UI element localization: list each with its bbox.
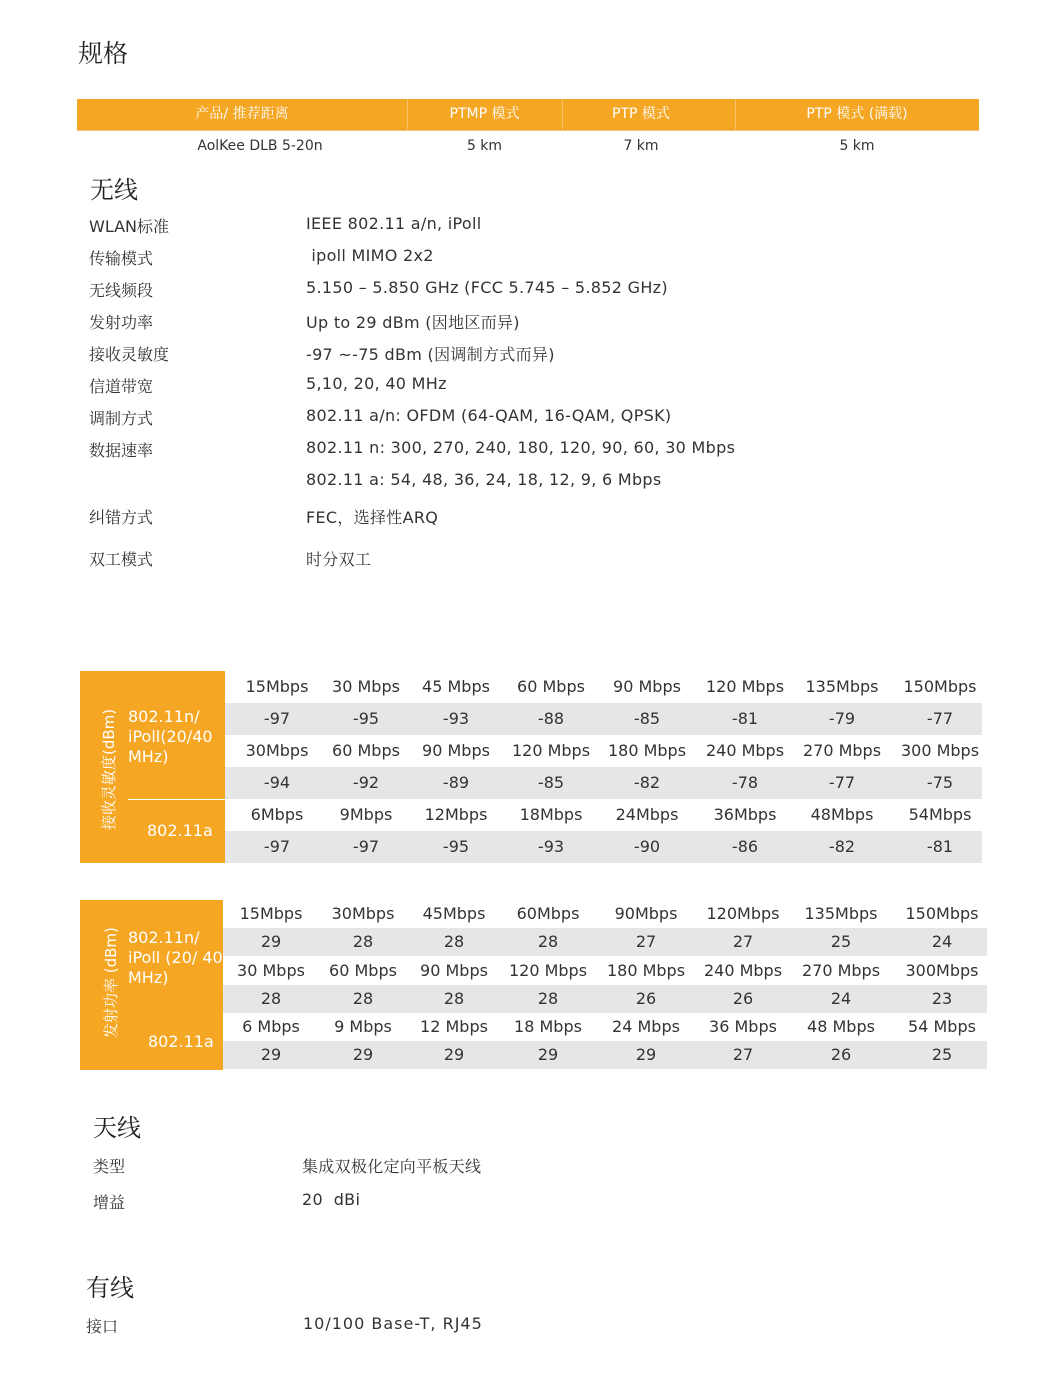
table-cell: 30 Mbps [237, 961, 305, 980]
ptp-distance: 7 km [623, 138, 659, 154]
table-cell: 27 [732, 932, 754, 951]
table-cell: -97 [352, 837, 380, 856]
table-cell: 300 Mbps [900, 741, 980, 760]
table-cell: 300Mbps [905, 961, 979, 980]
wireless-spec-value: IEEE 802.11 a/n, iPoll [306, 214, 482, 233]
table-cell: -78 [731, 773, 759, 792]
value-row [223, 928, 987, 956]
table-cell: 60 Mbps [517, 677, 585, 696]
table-cell: 270 Mbps [801, 961, 881, 980]
table-cell: -79 [828, 709, 856, 728]
table-cell: 28 [537, 989, 559, 1008]
table-cell: 48 Mbps [807, 1017, 875, 1036]
wireless-spec-label: 信道带宽 [89, 377, 154, 396]
header-ptmp: PTMP 模式 [449, 106, 520, 122]
table-cell: 28 [443, 932, 465, 951]
header-ptp-full: PTP 模式 (满载) [806, 106, 908, 122]
table-cell: 26 [635, 989, 657, 1008]
table-cell: -89 [442, 773, 470, 792]
table-cell: 6Mbps [250, 805, 304, 824]
table-cell: 6 Mbps [242, 1017, 300, 1036]
table-cell: 90 Mbps [613, 677, 681, 696]
rate-row [225, 799, 982, 831]
table-cell: 26 [732, 989, 754, 1008]
interface-label: 接口 [86, 1317, 119, 1336]
table-cell: 270 Mbps [802, 741, 882, 760]
table-cell: 23 [931, 989, 953, 1008]
table-cell: -93 [442, 709, 470, 728]
wireless-spec-label: 无线频段 [89, 281, 154, 300]
table-cell: 30Mbps [331, 904, 395, 923]
wireless-spec-value: Up to 29 dBm (因地区而异) [306, 313, 520, 332]
table-cell: 120 Mbps [705, 677, 785, 696]
table-cell: -93 [537, 837, 565, 856]
table-cell: 150Mbps [903, 677, 977, 696]
tx-power-table [80, 900, 987, 1070]
wireless-spec-value: FEC，选择性ARQ [306, 508, 439, 527]
table-cell: 28 [537, 932, 559, 951]
tx-power-table-title: 发射功率 (dBm) [102, 927, 120, 1038]
wireless-spec-value: ipoll MIMO 2x2 [306, 246, 434, 265]
table-cell: 240 Mbps [703, 961, 783, 980]
table-cell: 24Mbps [615, 805, 679, 824]
wireless-spec-label: 纠错方式 [89, 508, 154, 527]
product-table-row [77, 131, 979, 162]
value-row [225, 703, 982, 735]
table-cell: -81 [926, 837, 954, 856]
table-cell: 27 [732, 1045, 754, 1064]
wireless-spec-label: 数据速率 [89, 441, 154, 460]
table-cell: 54Mbps [908, 805, 972, 824]
table-cell: 120 Mbps [511, 741, 591, 760]
wireless-spec-value: 802.11 a/n: OFDM (64-QAM, 16-QAM, QPSK) [306, 406, 672, 425]
table-cell: 240 Mbps [705, 741, 785, 760]
wireless-spec-value: 802.11 a: 54, 48, 36, 24, 18, 12, 9, 6 Mbps [306, 470, 662, 489]
table-cell: -85 [537, 773, 565, 792]
table-cell: 28 [352, 932, 374, 951]
table-cell: 60 Mbps [329, 961, 397, 980]
table-cell: 180 Mbps [607, 741, 687, 760]
antenna-type-label: 类型 [93, 1157, 126, 1176]
table-cell: 12 Mbps [420, 1017, 488, 1036]
tx-power-group-n: 802.11n/ iPoll (20/ 40 MHz) [128, 928, 223, 987]
wireless-spec-label: 接收灵敏度 [89, 345, 170, 364]
table-cell: 28 [443, 989, 465, 1008]
header-product: 产品/ 推荐距离 [195, 106, 289, 122]
sensitivity-group-n: 802.11n/ iPoll(20/40 MHz) [128, 707, 213, 766]
table-cell: 60 Mbps [332, 741, 400, 760]
table-cell: 25 [830, 932, 852, 951]
wireless-spec-label: 调制方式 [89, 409, 154, 428]
table-cell: -82 [633, 773, 661, 792]
table-cell: -82 [828, 837, 856, 856]
table-cell: -86 [731, 837, 759, 856]
rate-row [223, 900, 987, 928]
table-cell: 150Mbps [905, 904, 979, 923]
table-cell: 45Mbps [422, 904, 486, 923]
table-cell: 135Mbps [804, 904, 878, 923]
table-cell: -81 [731, 709, 759, 728]
wireless-spec-label: 发射功率 [89, 313, 154, 332]
wireless-spec-label: 双工模式 [89, 550, 154, 569]
table-cell: 25 [931, 1045, 953, 1064]
table-cell: 18Mbps [519, 805, 583, 824]
value-row [223, 1041, 987, 1069]
wireless-spec-label: 传输模式 [89, 249, 154, 268]
table-cell: 60Mbps [516, 904, 580, 923]
wired-title: 有线 [86, 1274, 134, 1302]
table-cell: 24 [830, 989, 852, 1008]
ptmp-distance: 5 km [466, 138, 503, 154]
table-cell: -88 [537, 709, 565, 728]
table-cell: -95 [352, 709, 380, 728]
value-row [225, 767, 982, 799]
table-cell: 45 Mbps [422, 677, 490, 696]
table-cell: 18 Mbps [514, 1017, 582, 1036]
wireless-spec-value: 802.11 n: 300, 270, 240, 180, 120, 90, 60, 30 Mbps [306, 438, 736, 457]
table-cell: 180 Mbps [606, 961, 686, 980]
table-cell: -95 [442, 837, 470, 856]
table-cell: 29 [635, 1045, 657, 1064]
table-cell: 29 [260, 932, 282, 951]
wireless-spec-value: 5.150 – 5.850 GHz (FCC 5.745 – 5.852 GHz) [306, 278, 668, 297]
wireless-title: 无线 [90, 176, 138, 204]
antenna-type-value: 集成双极化定向平板天线 [302, 1157, 482, 1176]
table-cell: 30 Mbps [332, 677, 400, 696]
header-ptp: PTP 模式 [612, 106, 670, 122]
table-cell: 36Mbps [713, 805, 777, 824]
table-cell: -77 [926, 709, 954, 728]
antenna-gain-value: 20 dBi [302, 1190, 361, 1209]
table-cell: -97 [263, 709, 291, 728]
rate-row [223, 1013, 987, 1041]
antenna-title: 天线 [93, 1114, 141, 1142]
table-cell: 29 [443, 1045, 465, 1064]
table-cell: 90Mbps [614, 904, 678, 923]
sensitivity-table-title: 接收灵敏度(dBm) [100, 708, 118, 830]
table-cell: 54 Mbps [908, 1017, 976, 1036]
table-cell: 29 [352, 1045, 374, 1064]
table-cell: 26 [830, 1045, 852, 1064]
table-cell: 24 Mbps [612, 1017, 680, 1036]
table-cell: 9Mbps [339, 805, 393, 824]
wireless-spec-value: 时分双工 [306, 550, 372, 569]
sensitivity-divider [128, 799, 225, 800]
table-cell: 90 Mbps [422, 741, 490, 760]
table-cell: -92 [352, 773, 380, 792]
wireless-spec-label: WLAN标准 [89, 217, 170, 236]
table-cell: -94 [263, 773, 291, 792]
table-cell: -77 [828, 773, 856, 792]
sensitivity-table [80, 671, 982, 863]
value-row [223, 985, 987, 1013]
table-cell: -75 [926, 773, 954, 792]
table-cell: 9 Mbps [334, 1017, 392, 1036]
wireless-spec-value: 5,10, 20, 40 MHz [306, 374, 447, 393]
table-cell: -85 [633, 709, 661, 728]
product-name: AolKee DLB 5-20n [197, 138, 323, 154]
value-row [225, 831, 982, 863]
tx-power-group-a: 802.11a [148, 1032, 214, 1051]
table-cell: 135Mbps [805, 677, 879, 696]
rate-row [223, 957, 987, 985]
table-cell: -90 [633, 837, 661, 856]
product-table-header [77, 99, 979, 131]
table-cell: 30Mbps [245, 741, 309, 760]
wireless-spec-value: -97 ~-75 dBm (因调制方式而异) [306, 345, 555, 364]
sensitivity-group-a: 802.11a [147, 821, 213, 840]
table-cell: 12Mbps [424, 805, 488, 824]
table-cell: -97 [263, 837, 291, 856]
table-cell: 29 [260, 1045, 282, 1064]
ptp-full-distance: 5 km [839, 138, 875, 154]
table-cell: 90 Mbps [420, 961, 488, 980]
table-cell: 28 [260, 989, 282, 1008]
interface-value: 10/100 Base-T, RJ45 [303, 1314, 483, 1333]
page-title: 规格 [78, 39, 129, 68]
table-cell: 29 [537, 1045, 559, 1064]
rate-row [225, 671, 982, 703]
table-cell: 28 [352, 989, 374, 1008]
table-cell: 27 [635, 932, 657, 951]
table-cell: 48Mbps [810, 805, 874, 824]
table-cell: 120 Mbps [508, 961, 588, 980]
table-cell: 15Mbps [239, 904, 303, 923]
antenna-gain-label: 增益 [93, 1193, 126, 1212]
table-cell: 120Mbps [706, 904, 780, 923]
rate-row [225, 735, 982, 767]
table-cell: 15Mbps [245, 677, 309, 696]
table-cell: 36 Mbps [709, 1017, 777, 1036]
table-cell: 24 [931, 932, 953, 951]
